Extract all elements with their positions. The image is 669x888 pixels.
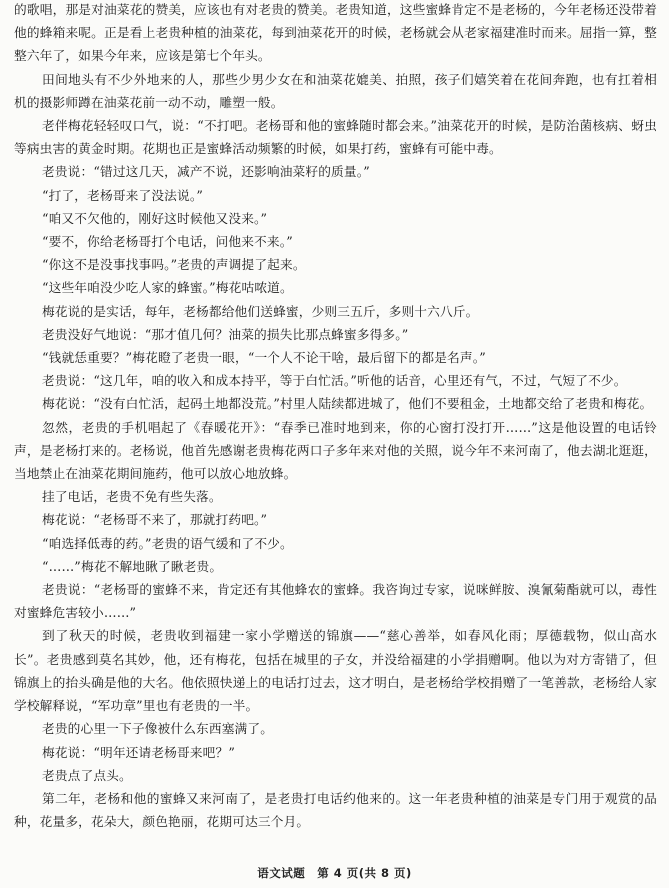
paragraph-2: 田间地头有不少外地来的人，那些少男少女在和油菜花媲美、拍照，孩子们嬉笑着在花间奔跑，也有扛着相机的摄影师蹲在油菜花前一动不动，雕塑一般。 xyxy=(14,71,657,110)
paragraph-5: “打了，老杨哥来了没法说。” xyxy=(42,187,203,203)
paragraph-16: 挂了电话，老贵不免有些失落。 xyxy=(42,489,222,505)
paragraph-22: 老贵的心里一下子像被什么东西塞满了。 xyxy=(42,721,274,737)
paragraph-14: 梅花说：“没有白忙活，起码土地都没荒。”村里人陆续都进城了，他们不要租金，土地都交给了老贵和梅花。 xyxy=(42,396,653,412)
paragraph-25: 第二年，老杨和他的蜜蜂又来河南了，是老贵打电话约他来的。这一年老贵种植的油菜是专门用于观赏的品种，花量多，花朵大，颜色艳丽，花期可达三个月。 xyxy=(14,790,657,830)
paragraph-3: 老伴梅花轻轻叹口气，说：“不打吧。老杨哥和他的蜜蜂随时都会来。”油菜花开的时候，是防治菌核病、蚜虫等病虫害的黄金时期。花期也正是蜜蜂活动频繁的时候，如果打药，蜜蜂有可能中毒。 xyxy=(14,118,657,157)
paragraph-10: 梅花说的是实话，每年，老杨都给他们送蜂蜜，少则三五斤，多则十六八斤。 xyxy=(42,303,479,319)
paragraph-9: “这些年咱没少吃人家的蜂蜜。”梅花咕哝道。 xyxy=(42,280,293,296)
paragraph-23: 梅花说：“明年还请老杨哥来吧？” xyxy=(42,744,235,760)
story-text xyxy=(14,0,657,833)
paragraph-8: “你这不是没事找事吗。”老贵的声调提了起来。 xyxy=(42,257,306,273)
paragraph-4: 老贵说：“错过这几天，减产不说，还影响油菜籽的质量。” xyxy=(42,164,370,180)
paragraph-17: 梅花说：“老杨哥不来了，那就打药吧。” xyxy=(42,512,268,528)
paragraph-15: 忽然，老贵的手机唱起了《春暖花开》：“春季已准时地到来，你的心窗打没打开……”这是他设置的电话铃声，是老杨打来的。老杨说，他首先感谢老贵梅花两口子多年来对他的关照，说今年不来河南了，他去湖北逛逛，当地禁止在油菜花期间施药，他可以放心地放蜂。 xyxy=(14,419,657,482)
paragraph-21: 到了秋天的时候，老贵收到福建一家小学赠送的锦旗——“慈心善举，如春风化雨；厚德载物，似山高水长”。老贵感到莫名其妙，他，还有梅花，包括在城里的子女，并没给福建的小学捐赠啊。他以为对方寄错了，但锦旗上的抬头确是他的大名。他依照快递上的电话打过去，这才明白，是老杨给学校捐赠了一笔善款，老杨给人家学校解释说，“军功章”里也有老贵的一半。 xyxy=(14,628,657,714)
paragraph-24: 老贵点了点头。 xyxy=(42,767,132,783)
paragraph-20: 老贵说：“老杨哥的蜜蜂不来，肯定还有其他蜂农的蜜蜂。我咨询过专家，说咪鲜胺、溴氰菊酯就可以，毒性对蜜蜂危害较小……” xyxy=(14,582,657,621)
paragraph-11: 老贵没好气地说：“那才值几何？油菜的损失比那点蜂蜜多得多。” xyxy=(42,326,409,342)
paragraph-18: “咱选择低毒的药。”老贵的语气缓和了不少。 xyxy=(42,535,293,551)
paragraph-6: “咱又不欠他的，刚好这时候他又没来。” xyxy=(42,210,268,226)
paragraph-13: 老贵说：“这几年，咱的收入和成本持平，等于白忙活。”听他的话音，心里还有气，不过，气短了不少。 xyxy=(42,373,627,389)
paragraph-12: “钱就恁重要？”梅花瞪了老贵一眼，“一个人不论干啥，最后留下的都是名声。” xyxy=(42,350,486,366)
paragraph-1: 的歌唱，那是对油菜花的赞美，应该也有对老贵的赞美。老贵知道，这些蜜蜂肯定不是老杨的，今年老杨还没带着他的蜂箱来呢。正是看上老贵种植的油菜花，每到油菜花开的时候，老杨就会从老家福建准时而来。屈指一算，整整六年了，如果今年来，应该是第七个年头。 xyxy=(14,2,657,64)
paragraph-7: “要不，你给老杨哥打个电话，问他来不来。” xyxy=(42,234,293,250)
page-footer: 语文试题 第 4 页(共 8 页) xyxy=(257,866,412,880)
paragraph-19: “……”梅花不解地瞅了瞅老贵。 xyxy=(42,558,223,574)
